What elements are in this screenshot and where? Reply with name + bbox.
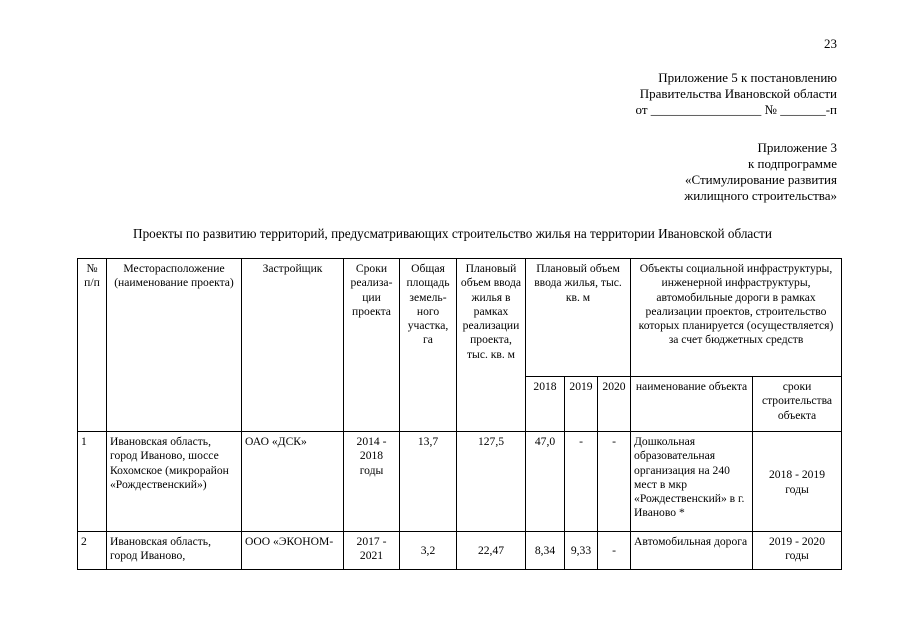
document-title: Проекты по развитию территорий, предусматривающих строительство жилья на территории Ивановской области: [133, 226, 772, 241]
header-terms: Сроки реализа-ции проекта: [344, 259, 400, 432]
row-2-area: 3,2: [400, 532, 457, 570]
row-1-object: Дошкольная образовательная организация на 240 мест в мкр «Рождественский» в г. Иваново *: [631, 432, 753, 532]
row-1-developer: ОАО «ДСК»: [242, 432, 344, 532]
row-1-num: 1: [78, 432, 107, 532]
row-1-terms: 2014 - 2018 годы: [344, 432, 400, 532]
row-1-object-terms: 2018 - 2019 годы: [753, 432, 842, 532]
header-num: № п/п: [78, 259, 107, 432]
header-year-2020: 2020: [598, 377, 631, 432]
header-location: Месторасположение (наименование проекта): [107, 259, 242, 432]
header-planned-years: Плановый объем ввода жилья, тыс. кв. м: [526, 259, 631, 377]
row-1-location: Ивановская область, город Иваново, шоссе Кохомское (микрорайон «Рождественский»): [107, 432, 242, 532]
row-2-location: Ивановская область, город Иваново,: [107, 532, 242, 570]
appendix-3-line-3: «Стимулирование развития: [684, 172, 837, 187]
header-area: Общая площадь земель-ного участка, га: [400, 259, 457, 432]
row-2-num: 2: [78, 532, 107, 570]
appendix-3-line-4: жилищного строительства»: [684, 188, 837, 203]
table-header-row: [78, 259, 842, 377]
projects-table: [77, 258, 842, 570]
row-2-developer: ООО «ЭКОНОМ-: [242, 532, 344, 570]
header-year-2019: 2019: [565, 377, 598, 432]
table-row: [78, 432, 842, 532]
appendix-3-header: [684, 140, 837, 204]
row-1-2018: 47,0: [526, 432, 565, 532]
appendix-3-line-1: Приложение 3: [757, 140, 837, 155]
row-2-2019: 9,33: [565, 532, 598, 570]
row-2-2020: -: [598, 532, 631, 570]
row-2-2018: 8,34: [526, 532, 565, 570]
row-1-2020: -: [598, 432, 631, 532]
row-2-total: 22,47: [457, 532, 526, 570]
appendix-5-line-1: Приложение 5 к постановлению: [658, 70, 837, 85]
header-year-2018: 2018: [526, 377, 565, 432]
appendix-3-line-2: к подпрограмме: [747, 156, 837, 171]
table-row: [78, 532, 842, 570]
header-developer: Застройщик: [242, 259, 344, 432]
row-2-object: Автомобильная дорога: [631, 532, 753, 570]
row-1-2019: -: [565, 432, 598, 532]
row-1-area: 13,7: [400, 432, 457, 532]
appendix-5-line-3: от _________________ № _______-п: [635, 102, 837, 117]
appendix-5-header: [636, 70, 837, 118]
page-number: 23: [824, 36, 837, 51]
appendix-5-line-2: Правительства Ивановской области: [639, 86, 837, 101]
row-2-object-terms: 2019 - 2020 годы: [753, 532, 842, 570]
header-infra: Объекты социальной инфраструктуры, инженерной инфраструктуры, автомобильные дороги в рамках реализации проектов, строительство которых планируется (осуществляется) за счет бюджетных средств: [631, 259, 842, 377]
row-2-terms: 2017 - 2021: [344, 532, 400, 570]
header-planned-total: Плановый объем ввода жилья в рамках реализации проекта, тыс. кв. м: [457, 259, 526, 432]
row-1-total: 127,5: [457, 432, 526, 532]
header-infra-name: наименование объекта: [631, 377, 753, 432]
header-infra-terms: сроки строительства объекта: [753, 377, 842, 432]
